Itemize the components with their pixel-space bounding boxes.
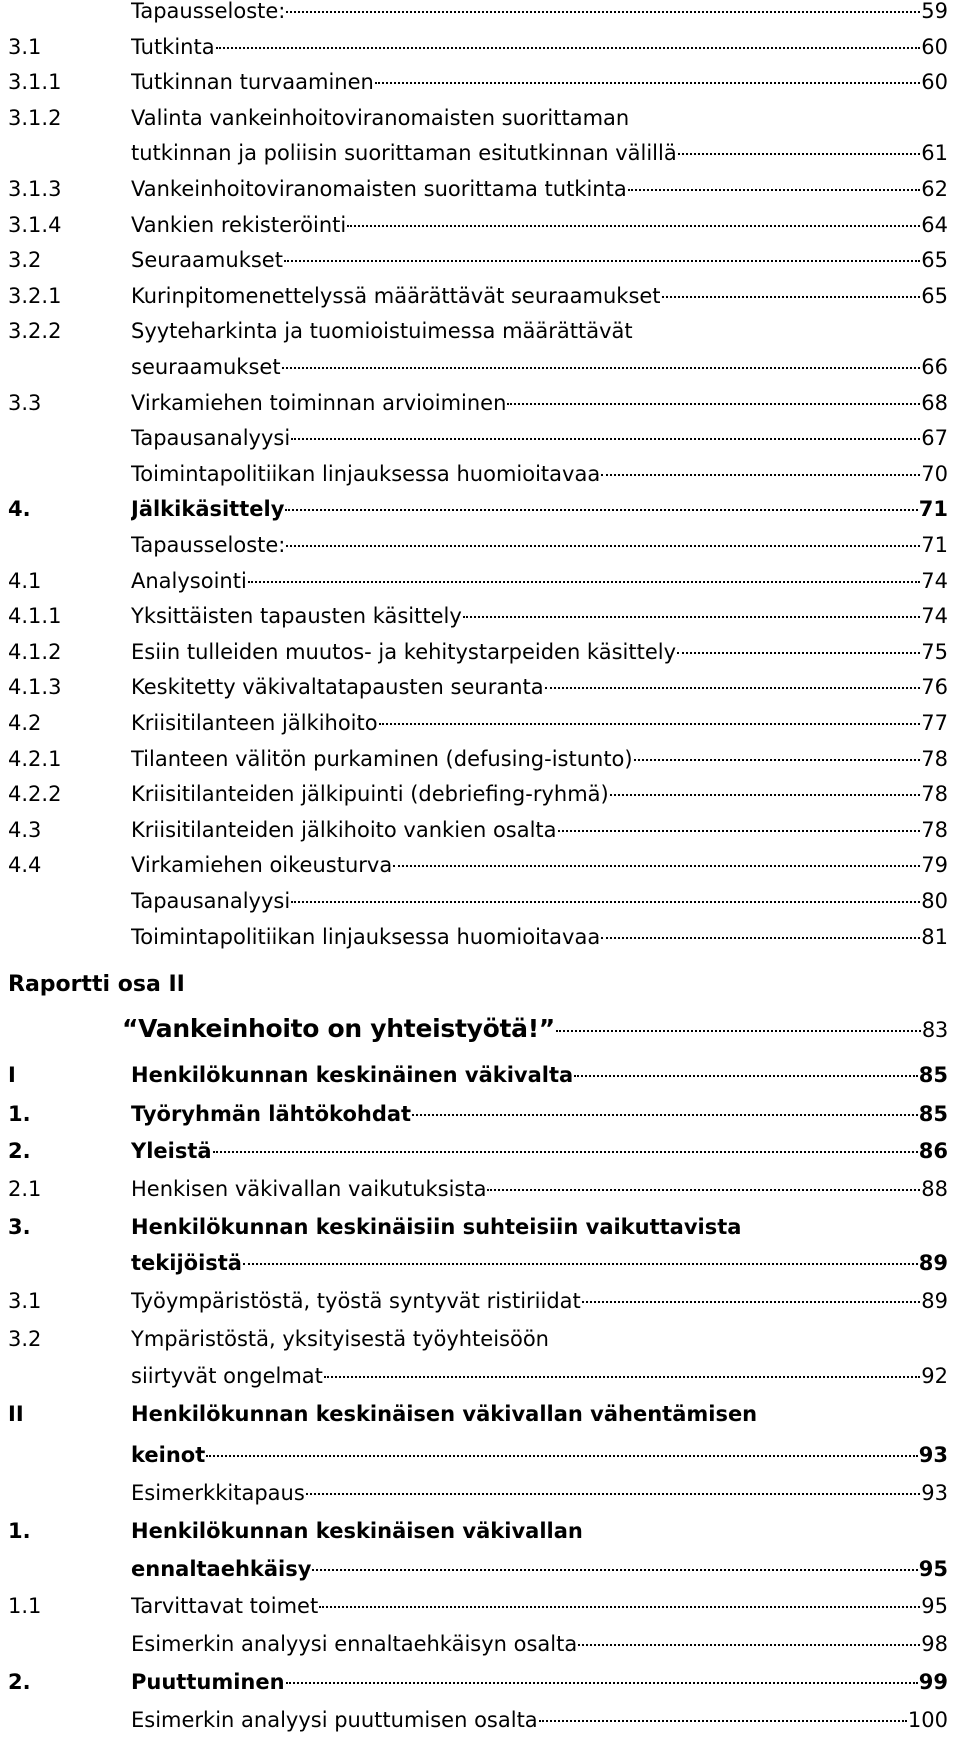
dot-leader	[324, 1376, 920, 1378]
toc-row	[0, 1626, 960, 1662]
toc-title: ennaltaehkäisy	[131, 1557, 312, 1581]
toc-page-number: 93	[921, 1481, 948, 1505]
toc-row	[0, 634, 960, 670]
toc-page-number: 60	[921, 70, 948, 94]
toc-title: Vankien rekisteröinti	[131, 213, 347, 237]
dot-leader	[379, 723, 921, 725]
toc-title: Tapausanalyysi	[131, 889, 291, 913]
toc-row	[0, 1245, 960, 1281]
toc-row	[0, 349, 960, 385]
toc-entry-link[interactable]	[131, 776, 948, 812]
toc-number: 2.	[8, 1139, 31, 1163]
dot-leader	[610, 794, 921, 796]
toc-page-number: 98	[921, 1632, 948, 1656]
toc-row	[0, 1011, 960, 1047]
toc-row	[0, 278, 960, 314]
toc-number: 4.4	[8, 853, 42, 877]
toc-entry-link[interactable]	[131, 919, 948, 955]
toc-entry-link[interactable]	[131, 1321, 549, 1357]
toc-number: I	[8, 1063, 16, 1087]
dot-leader	[291, 901, 920, 903]
toc-number: 3.2.1	[8, 284, 62, 308]
toc-row	[0, 1437, 960, 1473]
toc-title: Esimerkkitapaus	[131, 1481, 305, 1505]
dot-leader	[574, 1075, 918, 1077]
toc-entry-link[interactable]	[131, 741, 948, 777]
toc-number: 4.1	[8, 569, 42, 593]
toc-entry-link[interactable]	[131, 883, 948, 919]
toc-title: Tutkinta	[131, 35, 215, 59]
toc-title: Seuraamukset	[131, 248, 283, 272]
toc-row	[0, 563, 960, 599]
toc-page-number: 74	[921, 569, 948, 593]
toc-row	[0, 135, 960, 171]
toc-number: 3.1.1	[8, 70, 62, 94]
toc-entry-link[interactable]	[131, 1245, 948, 1281]
toc-page-number: 78	[921, 747, 948, 771]
toc-number: 3.2.2	[8, 319, 62, 343]
dot-leader	[312, 1569, 917, 1571]
toc-entry-link[interactable]	[131, 64, 948, 100]
toc-title: Valinta vankeinhoitoviranomaisten suorittaman	[131, 106, 630, 130]
dot-leader	[285, 509, 917, 511]
toc-title: Toimintapolitiikan linjauksessa huomioitavaa	[131, 462, 601, 486]
toc-row	[0, 883, 960, 919]
toc-title: Tutkinnan turvaaminen	[131, 70, 374, 94]
toc-page-number: 75	[921, 640, 948, 664]
toc-entry-link[interactable]	[131, 456, 948, 492]
toc-row	[0, 207, 960, 243]
toc-number: 4.2.2	[8, 782, 62, 806]
toc-row	[0, 1133, 960, 1169]
toc-entry-link[interactable]	[131, 1283, 948, 1319]
toc-entry-link[interactable]	[131, 705, 948, 741]
toc-entry-link[interactable]	[131, 563, 948, 599]
toc-number: 1.	[8, 1102, 31, 1126]
toc-entry-link[interactable]	[131, 1475, 948, 1511]
toc-entry-link[interactable]	[131, 1437, 948, 1473]
toc-page-number: 95	[918, 1557, 948, 1581]
toc-entry-link[interactable]	[131, 1358, 948, 1394]
toc-title: Esimerkin analyysi puuttumisen osalta	[131, 1708, 538, 1732]
toc-page-number: 78	[921, 818, 948, 842]
toc-number: 3.1.4	[8, 213, 62, 237]
toc-page-number: 65	[921, 284, 948, 308]
dot-leader	[556, 1030, 921, 1032]
toc-page-number: 78	[921, 782, 948, 806]
toc-page-number: 66	[921, 355, 948, 379]
part-heading: Raportti osa II	[8, 972, 185, 997]
toc-row	[0, 385, 960, 421]
dot-leader	[677, 652, 920, 654]
toc-entry-link[interactable]	[131, 1209, 741, 1245]
toc-number: 2.	[8, 1670, 31, 1694]
toc-number: 3.	[8, 1215, 31, 1239]
toc-entry-link[interactable]	[131, 0, 948, 29]
dot-leader	[634, 759, 921, 761]
toc-title: Analysointi	[131, 569, 247, 593]
toc-number: 4.1.1	[8, 604, 62, 628]
toc-entry-link[interactable]	[131, 171, 948, 207]
toc-number: 3.1.3	[8, 177, 62, 201]
toc-title: tutkinnan ja poliisin suorittaman esitutkinnan välillä	[131, 141, 677, 165]
toc-entry-link[interactable]	[131, 1551, 948, 1587]
dot-leader	[306, 1493, 921, 1495]
toc-title: Yksittäisten tapausten käsittely	[131, 604, 462, 628]
toc-title: Keskitetty väkivaltatapausten seuranta	[131, 675, 544, 699]
toc-page-number: 99	[918, 1670, 948, 1694]
toc-title: Henkilökunnan keskinäisiin suhteisiin vaikuttavista	[131, 1215, 742, 1239]
toc-row	[0, 29, 960, 65]
toc-entry-link[interactable]	[131, 313, 633, 349]
toc-entry-link[interactable]	[131, 1096, 948, 1132]
dot-leader	[319, 1606, 920, 1608]
dot-leader	[286, 11, 920, 13]
toc-title: Tapausseloste:	[131, 0, 286, 23]
toc-row	[0, 420, 960, 456]
toc-page-number: 100	[907, 1708, 948, 1732]
dot-leader	[286, 545, 920, 547]
toc-title: Tapausseloste:	[131, 533, 286, 557]
toc-row	[0, 1321, 960, 1357]
toc-entry-link[interactable]	[131, 1664, 948, 1700]
toc-row	[0, 776, 960, 812]
toc-number: 4.3	[8, 818, 42, 842]
toc-number: 4.2.1	[8, 747, 62, 771]
dot-leader	[487, 1189, 920, 1191]
toc-entry-link[interactable]	[131, 1588, 948, 1624]
toc-row	[0, 100, 960, 136]
toc-entry-link[interactable]	[131, 242, 948, 278]
toc-page-number: 95	[921, 1594, 948, 1618]
toc-row	[0, 527, 960, 563]
toc-row	[0, 491, 960, 527]
toc-row	[0, 1209, 960, 1245]
toc-number: 3.1	[8, 1289, 42, 1313]
toc-row	[0, 1664, 960, 1700]
dot-leader	[286, 1682, 918, 1684]
toc-row	[0, 1588, 960, 1624]
toc-title: Tarvittavat toimet	[131, 1594, 319, 1618]
toc-row	[0, 1171, 960, 1207]
toc-page-number: 85	[918, 1063, 948, 1087]
dot-leader	[243, 1263, 918, 1265]
toc-number: 3.3	[8, 391, 42, 415]
toc-title: Tapausanalyysi	[131, 426, 291, 450]
toc-page-number: 80	[921, 889, 948, 913]
toc-entry-link[interactable]	[131, 847, 948, 883]
toc-title: “Vankeinhoito on yhteistyötä!”	[122, 1014, 555, 1043]
dot-leader	[507, 403, 920, 405]
toc-page-number: 62	[921, 177, 948, 201]
toc-number: 4.1.3	[8, 675, 62, 699]
toc-page-number: 74	[921, 604, 948, 628]
toc-number: 4.2	[8, 711, 42, 735]
toc-page-number: 77	[921, 711, 948, 735]
toc-entry-link[interactable]	[131, 491, 948, 527]
toc-row	[0, 1358, 960, 1394]
dot-leader	[545, 687, 921, 689]
toc-row	[0, 812, 960, 848]
toc-entry-link[interactable]	[131, 135, 948, 171]
toc-number: 3.1	[8, 35, 42, 59]
toc-row	[0, 1513, 960, 1549]
toc-row	[0, 705, 960, 741]
toc-entry-link[interactable]	[131, 420, 948, 456]
dot-leader	[558, 830, 921, 832]
toc-page-number: 79	[921, 853, 948, 877]
toc-row	[0, 1702, 960, 1738]
toc-entry-link[interactable]	[131, 207, 948, 243]
toc-entry-link[interactable]	[131, 1702, 948, 1738]
toc-title: Kriisitilanteen jälkihoito	[131, 711, 378, 735]
toc-row	[0, 171, 960, 207]
toc-entry-link[interactable]	[131, 527, 948, 563]
toc-page-number: 59	[921, 0, 948, 23]
toc-entry-link[interactable]	[131, 634, 948, 670]
dot-leader	[463, 616, 920, 618]
toc-page-number: 85	[918, 1102, 948, 1126]
toc-number: 1.1	[8, 1594, 42, 1618]
toc-row	[0, 1396, 960, 1432]
toc-page-number: 68	[921, 391, 948, 415]
toc-entry-link[interactable]	[122, 1011, 948, 1048]
toc-title: Puuttuminen	[131, 1670, 285, 1694]
toc-page-number: 76	[921, 675, 948, 699]
toc-entry-link[interactable]	[131, 1057, 948, 1093]
toc-title: Henkilökunnan keskinäinen väkivalta	[131, 1063, 574, 1087]
toc-row	[0, 1283, 960, 1319]
toc-row	[0, 0, 960, 29]
toc-page-number: 86	[918, 1139, 948, 1163]
toc-page-number: 64	[921, 213, 948, 237]
toc-title: Kriisitilanteiden jälkipuinti (debriefing-ryhmä)	[131, 782, 609, 806]
toc-title: Kriisitilanteiden jälkihoito vankien osalta	[131, 818, 557, 842]
toc-page-number: 61	[921, 141, 948, 165]
toc-number: 4.1.2	[8, 640, 62, 664]
toc-entry-link[interactable]	[131, 1626, 948, 1662]
toc-row	[0, 847, 960, 883]
toc-number: 2.1	[8, 1177, 42, 1201]
toc-page-number: 71	[918, 497, 948, 521]
dot-leader	[678, 153, 921, 155]
toc-row	[0, 741, 960, 777]
dot-leader	[347, 225, 920, 227]
toc-page-number: 71	[921, 533, 948, 557]
toc-page-number: 65	[921, 248, 948, 272]
dot-leader	[375, 82, 920, 84]
dot-leader	[291, 438, 920, 440]
toc-entry-link[interactable]	[131, 385, 948, 421]
toc-page-number: 60	[921, 35, 948, 59]
toc-entry-link[interactable]	[131, 669, 948, 705]
dot-leader	[216, 47, 921, 49]
toc-title: siirtyvät ongelmat	[131, 1364, 323, 1388]
toc-row	[0, 456, 960, 492]
toc-page-number: 93	[918, 1443, 948, 1467]
toc-title: Työryhmän lähtökohdat	[131, 1102, 412, 1126]
dot-leader	[662, 296, 921, 298]
dot-leader	[282, 367, 921, 369]
dot-leader	[412, 1114, 918, 1116]
toc-entry-link[interactable]	[131, 1171, 948, 1207]
dot-leader	[582, 1301, 920, 1303]
dot-leader	[601, 937, 920, 939]
toc-page-number: 81	[921, 925, 948, 949]
toc-row	[0, 1551, 960, 1587]
toc-title: Ympäristöstä, yksityisestä työyhteisöön	[131, 1327, 549, 1351]
toc-page-number: 89	[921, 1289, 948, 1313]
toc-title: Henkilökunnan keskinäisen väkivallan	[131, 1519, 583, 1543]
toc-title: Esiin tulleiden muutos- ja kehitystarpeiden käsittely	[131, 640, 677, 664]
toc-title: Tilanteen välitön purkaminen (defusing-istunto)	[131, 747, 633, 771]
dot-leader	[248, 581, 920, 583]
toc-row	[0, 242, 960, 278]
dot-leader	[284, 260, 920, 262]
toc-page-number: 70	[921, 462, 948, 486]
toc-title: seuraamukset	[131, 355, 281, 379]
toc-title: keinot	[131, 1443, 206, 1467]
toc-title: tekijöistä	[131, 1251, 242, 1275]
toc-number: 3.2	[8, 248, 42, 272]
toc-title: Yleistä	[131, 1139, 212, 1163]
dot-leader	[578, 1644, 920, 1646]
toc-title: Jälkikäsittely	[131, 497, 285, 521]
dot-leader	[601, 474, 920, 476]
toc-page-number: 83	[921, 1018, 948, 1042]
dot-leader	[213, 1151, 918, 1153]
dot-leader	[393, 865, 920, 867]
toc-row	[0, 313, 960, 349]
toc-title: Henkisen väkivallan vaikutuksista	[131, 1177, 487, 1201]
toc-page-number: 88	[921, 1177, 948, 1201]
dot-leader	[206, 1455, 918, 1457]
toc-row	[0, 1096, 960, 1132]
toc-title: Toimintapolitiikan linjauksessa huomioitavaa	[131, 925, 601, 949]
toc-title: Työympäristöstä, työstä syntyvät ristiriidat	[131, 1289, 581, 1313]
toc-number: II	[8, 1402, 24, 1426]
toc-page-number: 89	[918, 1251, 948, 1275]
toc-page-number: 67	[921, 426, 948, 450]
toc-title: Esimerkin analyysi ennaltaehkäisyn osalta	[131, 1632, 578, 1656]
toc-title: Henkilökunnan keskinäisen väkivallan vähentämisen	[131, 1402, 758, 1426]
toc-row	[0, 1475, 960, 1511]
toc-number: 3.1.2	[8, 106, 62, 130]
toc-number: 1.	[8, 1519, 31, 1543]
dot-leader	[628, 189, 921, 191]
toc-entry-link[interactable]	[131, 1513, 583, 1549]
toc-entry-link[interactable]	[131, 29, 948, 65]
toc-entry-link[interactable]	[131, 1396, 757, 1432]
dot-leader	[539, 1720, 907, 1722]
toc-entry-link[interactable]	[131, 598, 948, 634]
toc-row	[0, 1057, 960, 1093]
toc-title: Virkamiehen oikeusturva	[131, 853, 393, 877]
toc-page-number: 92	[921, 1364, 948, 1388]
toc-number: 4.	[8, 497, 31, 521]
toc-title: Virkamiehen toiminnan arvioiminen	[131, 391, 507, 415]
toc-entry-link[interactable]	[131, 1133, 948, 1169]
toc-entry-link[interactable]	[131, 278, 948, 314]
toc-title: Kurinpitomenettelyssä määrättävät seuraamukset	[131, 284, 661, 308]
toc-entry-link[interactable]	[131, 349, 948, 385]
toc-row	[0, 598, 960, 634]
toc-entry-link[interactable]	[131, 100, 629, 136]
toc-row	[0, 669, 960, 705]
toc-title: Vankeinhoitoviranomaisten suorittama tutkinta	[131, 177, 627, 201]
toc-row	[0, 919, 960, 955]
toc-row	[0, 64, 960, 100]
toc-number: 3.2	[8, 1327, 42, 1351]
toc-entry-link[interactable]	[131, 812, 948, 848]
toc-title: Syyteharkinta ja tuomioistuimessa määrättävät	[131, 319, 633, 343]
